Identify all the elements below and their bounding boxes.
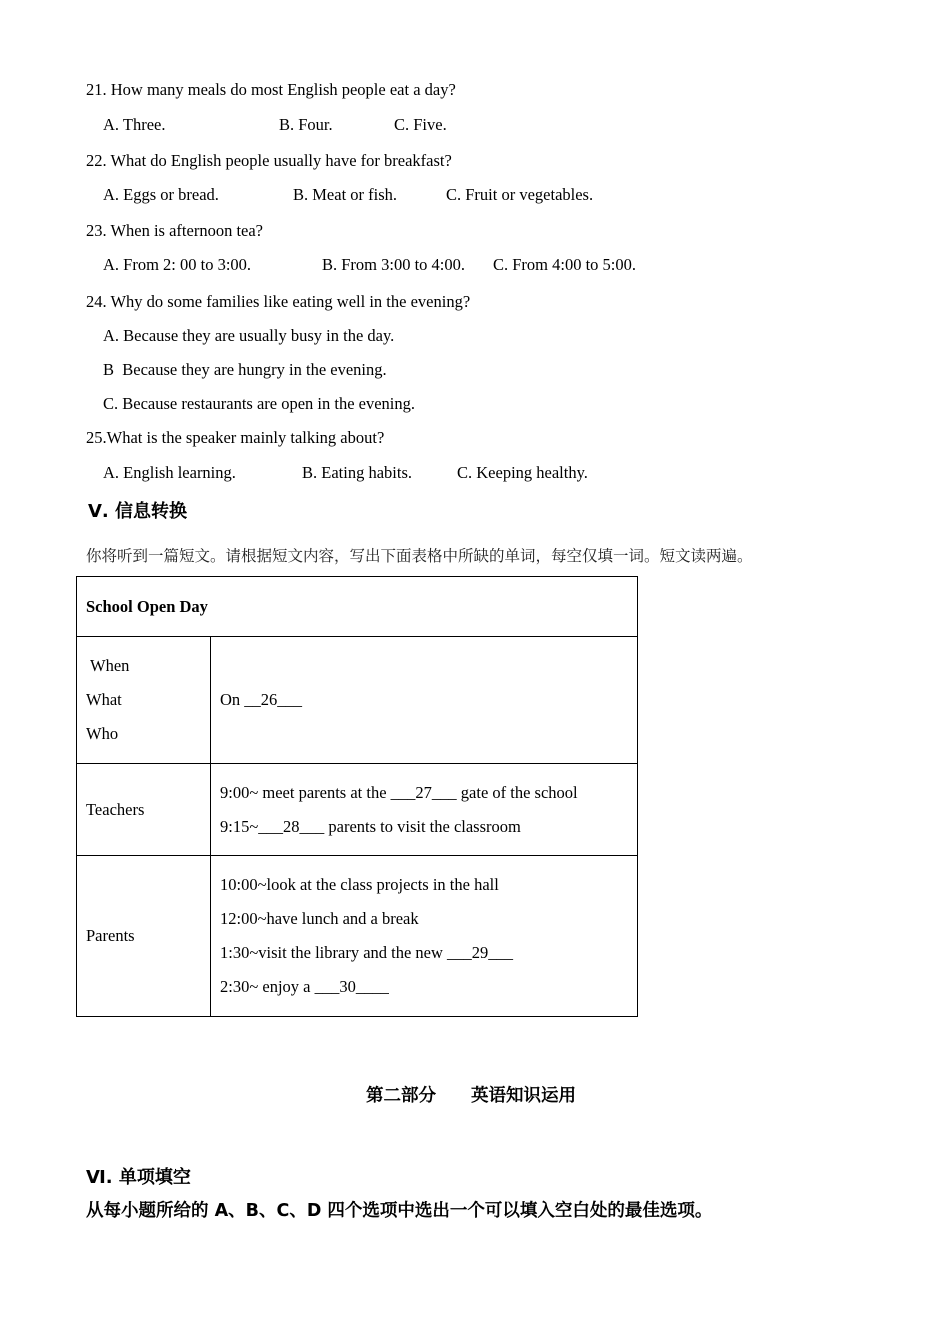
info-table	[76, 576, 638, 1017]
table-row-label-cell	[77, 637, 211, 764]
parents-line-1: 10:00~look at the class projects in the hall	[220, 875, 499, 894]
section-5-instruction: 你将听到一篇短文。请根据短文内容，写出下面表格中所缺的单词，每空仅填一词。短文读两遍。	[86, 547, 753, 565]
question-25-stem: 25.What is the speaker mainly talking about?	[86, 428, 385, 447]
question-23-option-b: B. From 3:00 to 4:00.	[322, 255, 466, 274]
table-header-row	[77, 577, 638, 637]
teachers-line-1: 9:00~ meet parents at the ___27___ gate of the school	[220, 782, 578, 802]
table-row	[77, 637, 638, 764]
part-2-subtitle: 英语知识运用	[471, 1086, 576, 1106]
question-23-option-a: A. From 2: 00 to 3:00.	[103, 255, 252, 274]
table-row-content-cell	[211, 764, 638, 856]
teachers-line-2: 9:15~___28___ parents to visit the classroom	[220, 816, 521, 836]
label-teachers: Teachers	[77, 764, 211, 856]
question-25-option-c: C. Keeping healthy.	[457, 463, 588, 482]
question-21-option-b: B. Four.	[279, 115, 333, 134]
question-22-stem: 22. What do English people usually have for breakfast?	[86, 151, 452, 170]
section-5-title: Ⅴ. 信息转换	[88, 501, 188, 522]
label-what: What	[86, 690, 122, 709]
label-who: Who	[86, 724, 119, 743]
section-6-title: Ⅵ. 单项填空	[86, 1167, 191, 1188]
question-22-option-c: C. Fruit or vegetables.	[446, 185, 594, 204]
section-6-instruction: 从每小题所给的 A、B、C、D 四个选项中选出一个可以填入空白处的最佳选项。	[86, 1201, 713, 1221]
part-2-title: 第二部分	[366, 1086, 436, 1106]
table-row	[77, 764, 638, 856]
question-24-option-c: C. Because restaurants are open in the evening.	[103, 394, 416, 413]
question-23-option-c: C. From 4:00 to 5:00.	[493, 255, 637, 274]
question-24-stem: 24. Why do some families like eating well in the evening?	[86, 292, 471, 311]
table-row-content-cell: On __26___	[211, 637, 638, 764]
table-row-content-cell	[211, 856, 638, 1017]
question-21-option-c: C. Five.	[394, 115, 447, 134]
question-25-option-a: A. English learning.	[103, 463, 236, 482]
label-parents: Parents	[77, 856, 211, 1017]
question-25-option-b: B. Eating habits.	[302, 463, 412, 482]
table-header-cell: School Open Day	[77, 577, 638, 637]
question-22-option-a: A. Eggs or bread.	[103, 185, 219, 204]
parents-line-3: 1:30~visit the library and the new ___29___	[220, 943, 514, 962]
label-when: When	[90, 656, 130, 675]
question-21-option-a: A. Three.	[103, 115, 166, 134]
parents-line-4: 2:30~ enjoy a ___30____	[220, 977, 389, 996]
table-row	[77, 856, 638, 1017]
question-23-stem: 23. When is afternoon tea?	[86, 221, 264, 240]
question-24-option-a: A. Because they are usually busy in the day.	[103, 326, 395, 345]
question-24-option-b: B Because they are hungry in the evening.	[103, 360, 387, 379]
question-22-option-b: B. Meat or fish.	[293, 185, 398, 204]
question-21-stem: 21. How many meals do most English people eat a day?	[86, 80, 456, 99]
parents-line-2: 12:00~have lunch and a break	[220, 909, 419, 928]
